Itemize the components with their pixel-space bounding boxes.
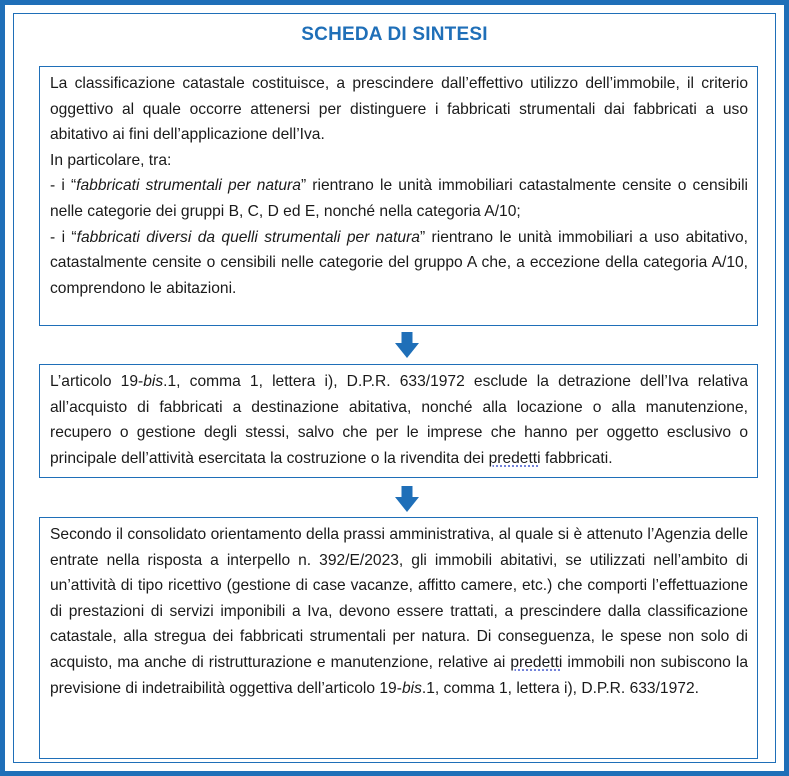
underlined-word: predetti xyxy=(488,449,541,467)
summary-box-practice xyxy=(39,517,758,759)
text-run: L’articolo 19- xyxy=(50,373,144,390)
summary-box-classification xyxy=(39,66,758,326)
text-run: .1, comma 1, lettera i), D.P.R. 633/1972. xyxy=(421,679,699,697)
paragraph xyxy=(50,369,748,471)
italic-term: bis xyxy=(401,679,422,697)
paragraph xyxy=(50,522,748,701)
arrow-down-icon xyxy=(395,486,419,512)
italic-term: bis xyxy=(143,373,164,390)
text-run: Secondo il consolidato orientamento della prassi amministrativa, al quale si è attenuto l’Agenzia delle entrate nella risposta a interpello n. 392/E/2023, gli immobili abitativi, se utilizzati nell’ambito di un’attività di tipo ricettivo (gestione di case vacanze, affitto camere, etc.) che comporti l’effettuazione di prestazioni di servizi imponibili a Iva, devono essere trattati, a prescindere dalla classificazione catastale, alla stregua dei fabbricati strumentali per natura. Di conseguenza, le spese non solo di acquisto, ma anche di ristrutturazione e manutenzione, relative ai xyxy=(50,526,748,671)
list-prefix: - i “ xyxy=(50,177,77,195)
paragraph: La classificazione catastale costituisce, a prescindere dall’effettivo utilizzo dell’immobile, il criterio oggettivo al quale occorre attenersi per distinguere i fabbricati strumentali dai fabbricati a uso abitativo ai fini dell’applicazione dell’Iva. xyxy=(50,75,748,144)
list-item xyxy=(50,225,748,302)
list-text: ” rientrano le unità immobiliari catastalmente censite o censibili nelle categorie dei gruppi B, C, D ed E, nonché nella categoria A/10; xyxy=(50,177,749,220)
list-text: ” rientrano le unità immobiliari a uso abitativo, catastalmente censite o censibili nelle categorie del gruppo A che, a eccezione della categoria A/10, comprendono le abitazioni. xyxy=(50,228,749,297)
list-prefix: - i “ xyxy=(50,228,77,246)
summary-card xyxy=(13,13,776,763)
list-item xyxy=(50,173,748,224)
arrow-down-icon xyxy=(395,332,419,358)
text-run: .1, comma 1, lettera i), D.P.R. 633/1972 esclude la detrazione dell’Iva relativa all’acquisto di fabbricati a destinazione abitativa, nonché alla locazione o alla manutenzione, recupero o gestione degli stessi, salvo che per le imprese che hanno per oggetto esclusivo o principale dell’attività esercitata la costruzione o la rivendita dei xyxy=(50,373,748,467)
page-title: SCHEDA DI SINTESI xyxy=(301,24,488,45)
text-run: fabbricati. xyxy=(540,449,613,467)
paragraph: In particolare, tra: xyxy=(50,151,172,169)
summary-box-deduction-rule xyxy=(39,364,758,478)
italic-term: fabbricati diversi da quelli strumentali per natura xyxy=(76,228,420,246)
italic-term: fabbricati strumentali per natura xyxy=(76,177,301,195)
text-run: immobili non subiscono la previsione di indetraibilità oggettiva dell’articolo 19- xyxy=(50,653,748,697)
underlined-word: predetti xyxy=(510,653,563,671)
